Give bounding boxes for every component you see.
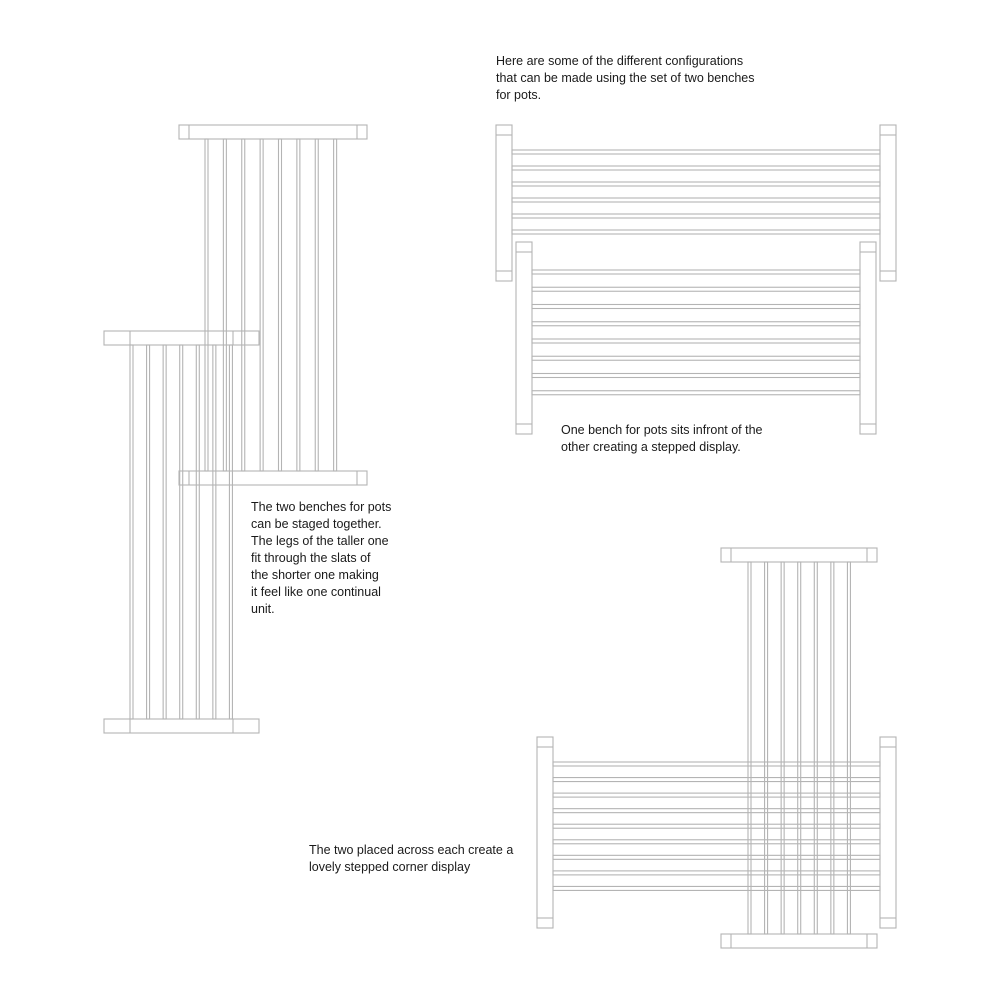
bench-left-leg: [496, 125, 512, 281]
bench-top-rail: [104, 331, 259, 345]
bench-slat: [532, 270, 860, 274]
stepped-front-bench: [516, 242, 876, 434]
corner-vertical-bench: [721, 548, 877, 948]
corner-caption: The two placed across each create a lovely stepped corner display: [309, 843, 514, 874]
stepped-front-caption: One bench for pots sits infront of the other creating a stepped display.: [561, 423, 763, 454]
bench-slat: [315, 139, 318, 471]
bench-slat: [180, 345, 183, 719]
bench-slat: [196, 345, 199, 719]
bench-bottom-rail: [179, 471, 367, 485]
corner-horizontal-bench: [537, 737, 896, 928]
bench-slat: [130, 345, 133, 719]
bench-slat: [512, 214, 880, 218]
bench-slat: [512, 166, 880, 170]
bench-slat: [765, 562, 768, 934]
bench-right-leg: [880, 737, 896, 928]
staged-taller-bench: [179, 125, 367, 485]
staged-shorter-bench: [104, 331, 259, 733]
bench-top-rail: [179, 125, 367, 139]
bench-slat: [512, 150, 880, 154]
bench-slat: [814, 562, 817, 934]
bench-top-rail: [721, 548, 877, 562]
bench-slat: [512, 198, 880, 202]
bench-slat: [512, 230, 880, 234]
bench-left-leg: [537, 737, 553, 928]
bench-slat: [532, 287, 860, 291]
bench-slat: [532, 339, 860, 343]
bench-slat: [242, 139, 245, 471]
bench-slat: [260, 139, 263, 471]
bench-slat: [512, 182, 880, 186]
bench-slat: [532, 322, 860, 326]
bench-slat: [297, 139, 300, 471]
bench-slat: [532, 374, 860, 378]
bench-slat: [532, 356, 860, 360]
bench-slat: [532, 391, 860, 395]
intro-caption: Here are some of the different configurations that can be made using the set of two benches for pots.: [496, 54, 755, 102]
bench-slat: [163, 345, 166, 719]
bench-slat: [147, 345, 150, 719]
bench-slat: [213, 345, 216, 719]
bench-right-leg: [880, 125, 896, 281]
bench-right-leg: [860, 242, 876, 434]
staged-caption: The two benches for pots can be staged together. The legs of the taller one fit through the slats of the shorter one making it feel like one continual unit.: [251, 500, 392, 616]
bench-slat: [334, 139, 337, 471]
bench-slat: [532, 305, 860, 309]
bench-slat: [205, 139, 208, 471]
bench-bottom-rail: [721, 934, 877, 948]
bench-slat: [229, 345, 232, 719]
bench-left-leg: [516, 242, 532, 434]
bench-slat: [798, 562, 801, 934]
bench-slat: [279, 139, 282, 471]
bench-slat: [847, 562, 850, 934]
bench-slat: [781, 562, 784, 934]
bench-slat: [223, 139, 226, 471]
bench-slat: [748, 562, 751, 934]
stepped-back-bench: [496, 125, 896, 281]
bench-slat: [831, 562, 834, 934]
bench-bottom-rail: [104, 719, 259, 733]
